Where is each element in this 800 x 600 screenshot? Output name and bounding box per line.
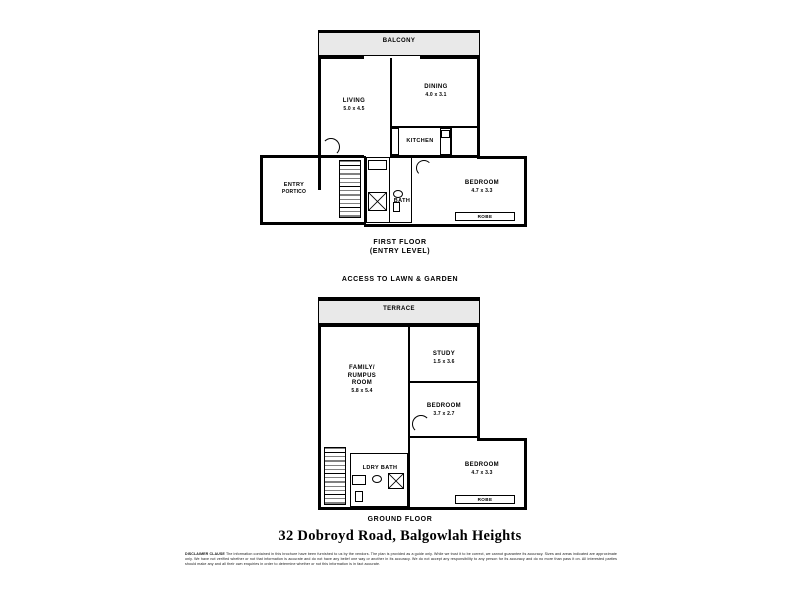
bedroom-top-wall bbox=[477, 156, 527, 159]
disclaimer-body: The information contained in this brochure have been furnished to us by the vendors. The plan is provided as a guide only. While we trust it to be correct, we cannot guarantee its accuracy. Sizes and areas indicated are approximate only. We have not verified whether or not that information is accurate and do not have any belief one way or another in its accuracy. We do not accept any responsibility to any person for its accuracy and do no more than pass it on. All interested parties should make any and all their own enquiries in order to determine whether or not this information is in fact accurate. bbox=[185, 552, 617, 567]
shower-cross-icon-ground bbox=[388, 473, 404, 489]
entry-portico-bottom-wall bbox=[260, 222, 366, 225]
robe-bar-first: ROBE bbox=[455, 212, 515, 221]
first-floor-mid-wall bbox=[260, 155, 364, 158]
study-partition-vertical bbox=[408, 326, 410, 383]
shower-cross-icon bbox=[368, 192, 387, 211]
robe-bar-ground: ROBE bbox=[455, 495, 515, 504]
ground-floor-plan bbox=[240, 275, 560, 535]
middle-bedroom-bottom-wall bbox=[408, 436, 480, 438]
kitchen-sink bbox=[441, 130, 450, 138]
door-arc-bedroom bbox=[416, 160, 432, 176]
staircase-first bbox=[339, 160, 361, 218]
bedroom-bottom-wall bbox=[364, 224, 527, 227]
door-arc-middle-bedroom bbox=[412, 415, 430, 433]
disclaimer-text bbox=[185, 552, 617, 568]
room-label-study: STUDY 1.5 x 3.6 bbox=[432, 351, 456, 365]
ground-floor-title: GROUND FLOOR bbox=[367, 516, 433, 523]
balcony-outer-wall bbox=[318, 30, 480, 33]
laundry-tub-icon bbox=[352, 475, 366, 485]
ground-floor-right-wall-lower bbox=[524, 438, 527, 510]
kitchen-bench-left bbox=[391, 128, 399, 155]
room-label-balcony: BALCONY bbox=[382, 38, 416, 44]
basin-icon-ground bbox=[372, 475, 382, 483]
middle-bedroom-left-wall bbox=[408, 382, 410, 438]
first-floor-top-wall-right bbox=[420, 56, 480, 59]
first-floor-title: FIRST FLOOR (ENTRY LEVEL) bbox=[369, 239, 431, 255]
ground-floor-left-wall bbox=[318, 324, 321, 510]
door-arc-living bbox=[322, 138, 340, 156]
room-label-kitchen: KITCHEN bbox=[406, 138, 434, 144]
room-label-bedroom-first: BEDROOM 4.7 x 3.3 bbox=[464, 180, 500, 194]
room-label-bedroom-ground: BEDROOM 4.7 x 3.3 bbox=[464, 462, 500, 476]
study-partition-horizontal bbox=[408, 381, 480, 383]
ground-floor-top-wall bbox=[318, 324, 480, 327]
ground-floor-right-step-wall bbox=[477, 438, 527, 441]
property-address: 32 Dobroyd Road, Balgowlah Heights bbox=[278, 528, 522, 544]
room-label-entry-portico: ENTRY PORTICO bbox=[281, 182, 307, 195]
disclaimer-label: DISCLAIMER CLAUSE bbox=[185, 552, 225, 556]
room-label-bedroom-middle: BEDROOM 3.7 x 2.7 bbox=[426, 403, 462, 417]
room-label-family-rumpus: FAMILY/ RUMPUS ROOM 5.8 x 5.4 bbox=[347, 365, 377, 394]
basin-icon bbox=[393, 190, 403, 198]
entry-portico-left-wall bbox=[260, 155, 263, 225]
bath-divider bbox=[389, 157, 390, 223]
access-lawn-garden-label: ACCESS TO LAWN & GARDEN bbox=[341, 276, 459, 283]
first-floor-left-wall bbox=[318, 56, 321, 190]
toilet-icon-ground bbox=[355, 491, 363, 502]
room-label-living: LIVING 5.0 x 4.5 bbox=[342, 98, 366, 112]
staircase-ground bbox=[324, 447, 346, 505]
living-dining-partition bbox=[390, 58, 392, 126]
first-floor-right-wall-upper bbox=[477, 56, 480, 156]
room-label-bath-first: BATH bbox=[393, 198, 411, 204]
room-label-terrace: TERRACE bbox=[383, 306, 415, 312]
bedroom-right-wall bbox=[524, 156, 527, 226]
bath-tub-icon bbox=[368, 160, 387, 170]
room-label-ldry-bath: LDRY BATH bbox=[362, 465, 398, 471]
lower-bedroom-left-wall bbox=[408, 438, 410, 507]
first-floor-plan bbox=[240, 20, 560, 255]
first-floor-top-wall-left bbox=[318, 56, 364, 59]
ground-floor-bottom-wall bbox=[318, 507, 527, 510]
room-label-dining: DINING 4.0 x 3.1 bbox=[424, 84, 448, 98]
